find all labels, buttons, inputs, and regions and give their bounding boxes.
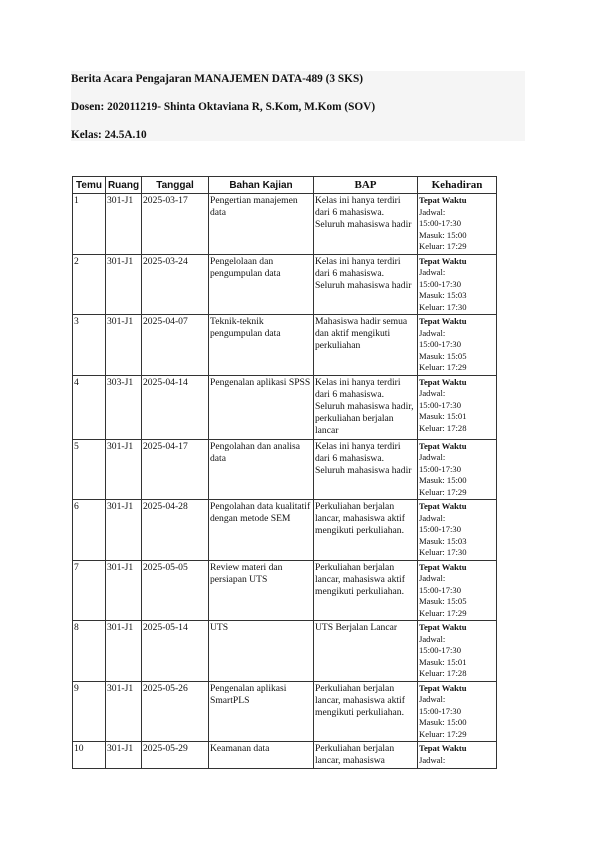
table-row [73, 375, 497, 439]
cell-bap: Kelas ini hanya terdiri dari 6 mahasiswa. Seluruh mahasiswa hadir [314, 254, 418, 315]
kehadiran-status: Tepat Waktu [419, 622, 467, 632]
col-header-temu: Temu [73, 177, 106, 194]
cell-bahan-kajian: Pengelolaan dan pengumpulan data [209, 254, 314, 315]
kehadiran-jam: 15:00-17:30 [419, 339, 462, 349]
kehadiran-masuk: Masuk: 15:01 [419, 411, 467, 421]
cell-temu: 6 [73, 500, 106, 561]
cell-ruang: 301-J1 [106, 439, 142, 500]
kehadiran-masuk: Masuk: 15:00 [419, 475, 467, 485]
kehadiran-jam: 15:00-17:30 [419, 399, 462, 410]
cell-tanggal: 2025-03-24 [142, 254, 209, 315]
kehadiran-status: Tepat Waktu [419, 743, 467, 753]
table-row [73, 500, 497, 561]
col-header-bahan-kajian: Bahan Kajian [209, 177, 314, 194]
cell-temu: 4 [73, 375, 106, 439]
cell-tanggal: 2025-04-17 [142, 439, 209, 500]
cell-tanggal: 2025-05-26 [142, 681, 209, 742]
cell-bap: Mahasiswa hadir semua dan aktif mengikuti perkuliahan [314, 315, 418, 376]
kehadiran-jam: 15:00-17:30 [419, 584, 462, 595]
cell-temu: 8 [73, 621, 106, 682]
cell-bap: Perkuliahan berjalan lancar, mahasiswa [314, 742, 418, 769]
kehadiran-masuk: Masuk: 15:03 [419, 535, 467, 546]
cell-kehadiran [418, 315, 497, 376]
cell-temu: 2 [73, 254, 106, 315]
cell-kehadiran [418, 194, 497, 255]
col-header-tanggal: Tanggal [142, 177, 209, 194]
cell-temu: 3 [73, 315, 106, 376]
cell-ruang: 301-J1 [106, 621, 142, 682]
cell-temu: 10 [73, 742, 106, 769]
kehadiran-jadwal: Jadwal: [419, 267, 446, 277]
kehadiran-jadwal: Jadwal: [419, 633, 446, 644]
kehadiran-jadwal: Jadwal: [419, 754, 446, 765]
cell-tanggal: 2025-04-07 [142, 315, 209, 376]
cell-bap: Kelas ini hanya terdiri dari 6 mahasiswa. Seluruh mahasiswa hadir [314, 439, 418, 500]
table-row [73, 681, 497, 742]
col-header-bap: BAP [314, 177, 418, 194]
kehadiran-jam: 15:00-17:30 [419, 524, 462, 534]
cell-bahan-kajian: Pengolahan dan analisa data [209, 439, 314, 500]
cell-tanggal: 2025-04-14 [142, 375, 209, 439]
kehadiran-masuk: Masuk: 15:00 [419, 717, 467, 727]
kehadiran-keluar: Keluar: 17:29 [419, 362, 467, 372]
kehadiran-masuk: Masuk: 15:00 [419, 229, 467, 240]
cell-kehadiran [418, 254, 497, 315]
cell-ruang: 301-J1 [106, 560, 142, 621]
cell-bahan-kajian: Pengertian manajemen data [209, 194, 314, 255]
cell-temu: 7 [73, 560, 106, 621]
kehadiran-keluar: Keluar: 17:30 [419, 547, 467, 557]
class-line: Kelas: 24.5A.10 [71, 129, 147, 141]
cell-ruang: 301-J1 [106, 254, 142, 315]
kehadiran-status: Tepat Waktu [419, 440, 467, 451]
table-row [73, 315, 497, 376]
cell-bap: Perkuliahan berjalan lancar, mahasiswa aktif mengikuti perkuliahan. [314, 681, 418, 742]
kehadiran-jadwal: Jadwal: [419, 452, 446, 462]
cell-bahan-kajian: Pengenalan aplikasi SPSS [209, 375, 314, 439]
kehadiran-status: Tepat Waktu [419, 376, 467, 387]
cell-ruang: 301-J1 [106, 681, 142, 742]
table-row [73, 439, 497, 500]
table-header-row [73, 177, 497, 194]
cell-kehadiran [418, 621, 497, 682]
cell-temu: 9 [73, 681, 106, 742]
cell-bahan-kajian: Keamanan data [209, 742, 314, 769]
cell-bap: Perkuliahan berjalan lancar, mahasiswa aktif mengikuti perkuliahan. [314, 500, 418, 561]
cell-ruang: 301-J1 [106, 742, 142, 769]
cell-temu: 5 [73, 439, 106, 500]
cell-kehadiran [418, 500, 497, 561]
kehadiran-keluar: Keluar: 17:28 [419, 422, 467, 433]
cell-tanggal: 2025-05-14 [142, 621, 209, 682]
cell-kehadiran [418, 681, 497, 742]
kehadiran-status: Tepat Waktu [419, 316, 467, 326]
kehadiran-keluar: Keluar: 17:29 [419, 241, 467, 251]
kehadiran-jadwal: Jadwal: [419, 206, 446, 217]
kehadiran-masuk: Masuk: 15:05 [419, 596, 467, 606]
kehadiran-jadwal: Jadwal: [419, 388, 446, 398]
cell-bap: Kelas ini hanya terdiri dari 6 mahasiswa. Seluruh mahasiswa hadir [314, 194, 418, 255]
kehadiran-masuk: Masuk: 15:03 [419, 290, 467, 300]
kehadiran-keluar: Keluar: 17:29 [419, 607, 467, 618]
cell-bap: Perkuliahan berjalan lancar, mahasiswa aktif mengikuti perkuliahan. [314, 560, 418, 621]
cell-ruang: 301-J1 [106, 315, 142, 376]
kehadiran-status: Tepat Waktu [419, 501, 467, 511]
kehadiran-status: Tepat Waktu [419, 195, 467, 205]
kehadiran-jadwal: Jadwal: [419, 327, 446, 338]
cell-kehadiran [418, 742, 497, 769]
col-header-ruang: Ruang [106, 177, 142, 194]
cell-ruang: 301-J1 [106, 194, 142, 255]
kehadiran-jam: 15:00-17:30 [419, 463, 462, 474]
col-header-kehadiran: Kehadiran [418, 177, 497, 194]
cell-bahan-kajian: UTS [209, 621, 314, 682]
kehadiran-jadwal: Jadwal: [419, 512, 446, 523]
cell-ruang: 301-J1 [106, 500, 142, 561]
cell-tanggal: 2025-05-29 [142, 742, 209, 769]
cell-temu: 1 [73, 194, 106, 255]
table-row [73, 621, 497, 682]
kehadiran-jam: 15:00-17:30 [419, 278, 462, 289]
cell-ruang: 303-J1 [106, 375, 142, 439]
kehadiran-keluar: Keluar: 17:30 [419, 301, 467, 312]
table-row [73, 194, 497, 255]
cell-bahan-kajian: Review materi dan persiapan UTS [209, 560, 314, 621]
cell-kehadiran [418, 560, 497, 621]
kehadiran-jam: 15:00-17:30 [419, 705, 462, 716]
course-title: Berita Acara Pengajaran MANAJEMEN DATA-489 (3 SKS) [71, 73, 364, 85]
cell-bap: Kelas ini hanya terdiri dari 6 mahasiswa. Seluruh mahasiswa hadir, perkuliahan berjalan lancar [314, 375, 418, 439]
cell-tanggal: 2025-05-05 [142, 560, 209, 621]
cell-kehadiran [418, 439, 497, 500]
kehadiran-status: Tepat Waktu [419, 561, 467, 572]
table-row [73, 560, 497, 621]
table-row [73, 742, 497, 769]
table-row [73, 254, 497, 315]
kehadiran-keluar: Keluar: 17:28 [419, 668, 467, 678]
cell-bap: UTS Berjalan Lancar [314, 621, 418, 682]
kehadiran-masuk: Masuk: 15:05 [419, 350, 467, 361]
cell-bahan-kajian: Teknik-teknik pengumpulan data [209, 315, 314, 376]
cell-tanggal: 2025-03-17 [142, 194, 209, 255]
kehadiran-jadwal: Jadwal: [419, 573, 446, 583]
kehadiran-masuk: Masuk: 15:01 [419, 656, 467, 667]
cell-kehadiran [418, 375, 497, 439]
kehadiran-keluar: Keluar: 17:29 [419, 486, 467, 497]
kehadiran-status: Tepat Waktu [419, 255, 467, 266]
cell-bahan-kajian: Pengolahan data kualitatif dengan metode SEM [209, 500, 314, 561]
kehadiran-keluar: Keluar: 17:29 [419, 728, 467, 739]
lecturer-line: Dosen: 202011219- Shinta Oktaviana R, S.Kom, M.Kom (SOV) [71, 101, 376, 113]
document-header [71, 71, 525, 141]
attendance-table [72, 176, 497, 769]
kehadiran-jam: 15:00-17:30 [419, 218, 462, 228]
cell-tanggal: 2025-04-28 [142, 500, 209, 561]
kehadiran-status: Tepat Waktu [419, 682, 467, 693]
cell-bahan-kajian: Pengenalan aplikasi SmartPLS [209, 681, 314, 742]
kehadiran-jadwal: Jadwal: [419, 694, 446, 704]
kehadiran-jam: 15:00-17:30 [419, 645, 462, 655]
